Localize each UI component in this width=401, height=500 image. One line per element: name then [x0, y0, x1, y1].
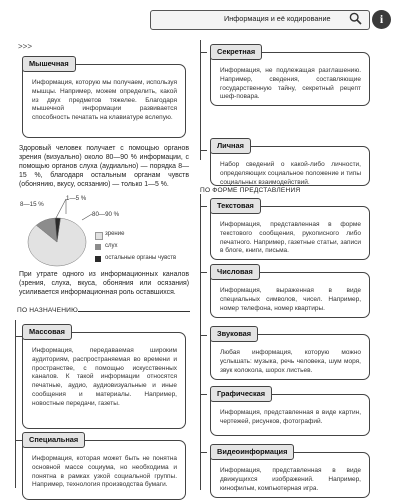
legend-label-other: остальные органы чувств — [105, 255, 177, 261]
card-body: Информация, которую мы получаем, используя мышцы. Например, можем определить, какой из двух предметов тяжелее. Благодаря мышечной информации развивается способность печатать на клавиатуре вслепую. — [32, 79, 177, 122]
section-purpose: ПО НАЗНАЧЕНИЮ — [17, 307, 78, 314]
card-body: Информация, представленная в виде движущихся изображений. Например, кинофильм, компьютерная игра. — [220, 467, 361, 492]
card-personal — [210, 141, 370, 186]
card-body: Информация, которая может быть не понятна основной массе социума, но необходима и понятна в рамках узкой социальной группы. Например, технология производства бумаги. — [32, 455, 177, 489]
card-title: Текстовая — [210, 198, 261, 214]
card-graphic — [210, 389, 370, 436]
section-form: ПО ФОРМЕ ПРЕДСТАВЛЕНИЯ — [200, 187, 301, 194]
paragraph-loss: При утрате одного из информационных каналов (зрения, слуха, вкуса, обоняния или осязания) усиливается информационная роль оставшихся. — [19, 271, 189, 296]
pie-label-other: 1—5 % — [66, 195, 87, 202]
page-header-title: Информация и её кодирование — [224, 14, 331, 23]
card-title: Числовая — [210, 264, 260, 280]
connector-tick — [200, 52, 207, 53]
connector-tick — [200, 272, 207, 273]
connector-tick — [200, 206, 207, 207]
card-body: Информация, не подлежащая разглашению. Например, сведения, составляющие государственную тайну, секретный рецепт шеф-повара. — [220, 67, 361, 101]
card-body: Информация, передаваемая широким аудиториям, распространяемая во времени и пространстве, с помощью искусственных каналов. К такой информации относятся печатные, аудио, аудиовизуальные и иные сообщения и материалы. Например, новостные передачи, газеты. — [32, 347, 177, 407]
card-secret — [210, 47, 370, 106]
section-rule — [78, 311, 190, 312]
left-connector — [15, 320, 16, 488]
card-body: Любая информация, которую можно услышать: музыка, речь человека, шум моря, звук колокола, шорох листьев. — [220, 349, 361, 374]
connector-tick — [200, 335, 207, 336]
legend-label-hearing: слух — [105, 243, 118, 249]
pie-label-hearing: 8—15 % — [20, 201, 44, 208]
card-title: Мышечная — [22, 56, 76, 72]
card-special — [22, 435, 186, 500]
connector-tick — [15, 336, 22, 337]
card-video — [210, 447, 370, 498]
card-title: Специальная — [22, 432, 85, 448]
legend-swatch-other — [95, 256, 101, 262]
connector-tick — [15, 440, 22, 441]
card-sound — [210, 329, 370, 380]
card-text — [210, 201, 370, 260]
card-title: Личная — [210, 138, 251, 154]
right-connector-2 — [200, 194, 201, 490]
card-title: Графическая — [210, 386, 272, 402]
card-numeric — [210, 267, 370, 318]
info-icon[interactable]: i — [372, 10, 391, 29]
card-body: Набор сведений о какой-либо личности, определяющих социальное положение и типы социальных взаимодействий. — [220, 161, 361, 186]
card-title: Звуковая — [210, 326, 258, 342]
paragraph-channels: Здоровый человек получает с помощью органов зрения (визуально) около 80—90 % информации, с помощью органов слуха (аудиально) — порядка 8—15 %, благодаря остальным органам чувств (обонянию, вкусу, осязанию) — только 1—5 %. — [19, 145, 189, 188]
connector-tick — [200, 452, 207, 453]
card-muscle — [22, 59, 186, 138]
pie-leaders — [40, 196, 100, 226]
card-title: Секретная — [210, 44, 262, 60]
card-title: Видеоинформация — [210, 444, 294, 460]
pie-label-sight: 80—90 % — [92, 211, 120, 218]
right-connector — [200, 40, 201, 160]
arrows-marker: >>> — [18, 42, 33, 51]
legend-label-sight: зрение — [105, 231, 125, 237]
connector-tick — [200, 150, 207, 151]
search-icon[interactable] — [349, 12, 362, 25]
card-title: Массовая — [22, 324, 72, 340]
legend-swatch-sight — [95, 232, 103, 240]
card-mass — [22, 327, 186, 429]
card-body: Информация, представленная в форме текстового сообщения, рукописного либо печатного. Например, газетные статьи, записи в блоге, книги, письма. — [220, 221, 361, 255]
connector-tick — [200, 394, 207, 395]
card-body: Информация, выраженная в виде специальных символов, чисел. Например, номер телефона, номер квартиры. — [220, 287, 361, 312]
card-body: Информация, представленная в виде картин, чертежей, рисунков, фотографий. — [220, 409, 361, 425]
legend-swatch-hearing — [95, 244, 101, 250]
